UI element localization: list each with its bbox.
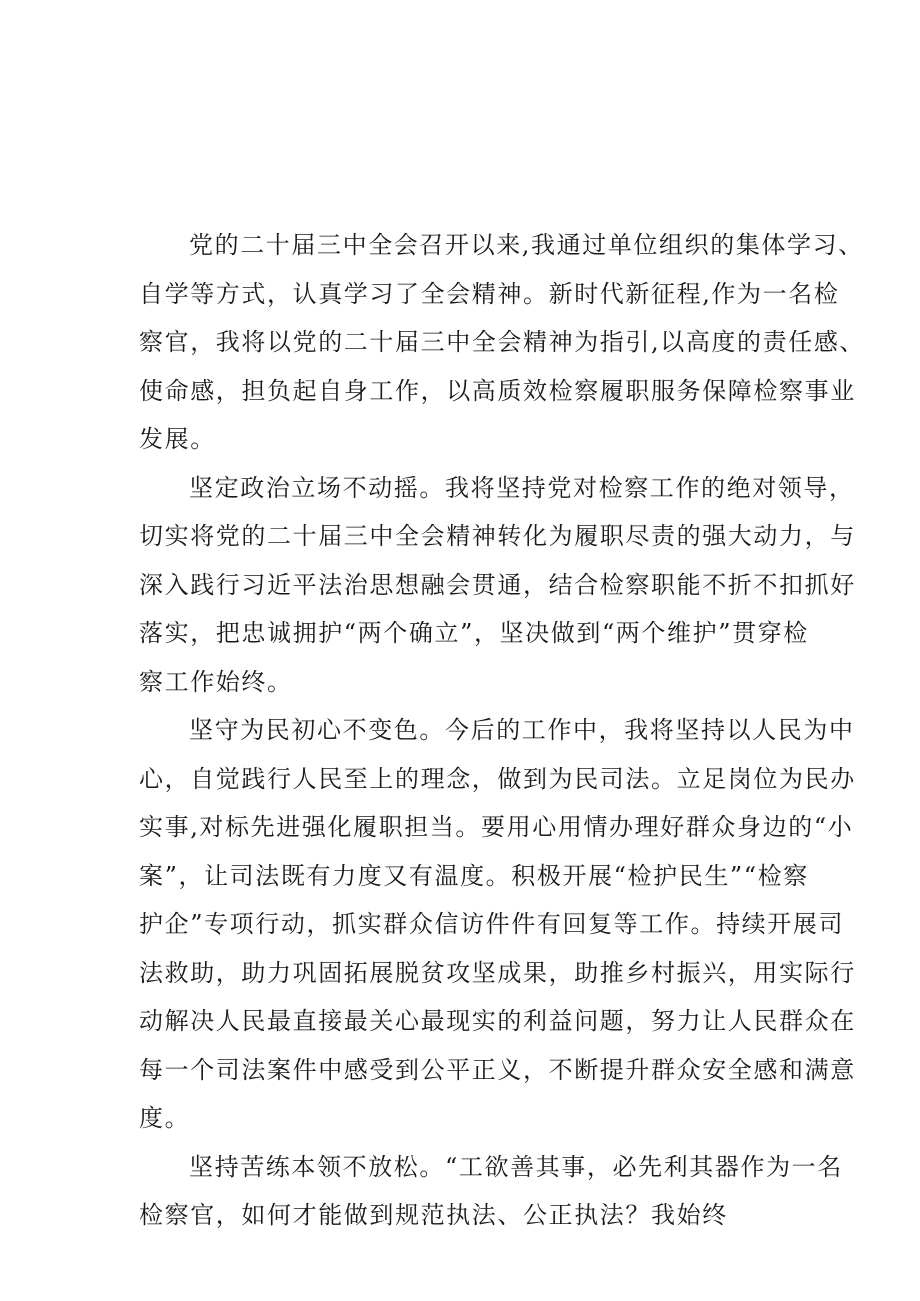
paragraph-3: [139, 706, 856, 1143]
paragraph-line: 护企”专项行动，抓实群众信访件件有回复等工作。持续开展司: [139, 910, 845, 938]
paragraph-line: 案”，让司法既有力度又有温度。积极开展“检护民生”“检察: [139, 861, 809, 890]
paragraph-line: 度。: [139, 1104, 191, 1132]
document-body: [139, 221, 866, 1240]
paragraph-4: [139, 1143, 843, 1240]
paragraph-line: 坚持苦练本领不放松。“工欲善其事，必先利其器作为一名: [189, 1152, 843, 1181]
paragraph-line: 深入践行习近平法治思想融会贯通，结合检察职能不折不扣抓好: [139, 570, 856, 599]
paragraph-line: 切实将党的二十届三中全会精神转化为履职尽责的强大动力，与: [139, 522, 856, 550]
paragraph-line: 坚守为民初心不变色。今后的工作中，我将坚持以人民为中: [189, 716, 855, 744]
paragraph-line: 心，自觉践行人民至上的理念，做到为民司法。立足岗位为民办: [139, 764, 856, 793]
paragraph-line: 检察官，如何才能做到规范执法、公正执法？我始终: [139, 1201, 728, 1229]
paragraph-line: 察工作始终。: [139, 667, 293, 696]
paragraph-line: 法救助，助力巩固拓展脱贫攻坚成果，助推乡村振兴，用实际行: [139, 958, 856, 987]
paragraph-line: 落实，把忠诚拥护“两个确立”，坚决做到“两个维护”贯穿检: [139, 619, 809, 647]
paragraph-line: 使命感，担负起自身工作，以高质效检察履职服务保障检察事业: [139, 376, 856, 405]
paragraph-line: 党的二十届三中全会召开以来,我通过单位组织的集体学习、: [189, 231, 864, 259]
paragraph-line: 自学等方式，认真学习了全会精神。新时代新征程,作为一名检: [139, 279, 840, 308]
paragraph-line: 实事,对标先进强化履职担当。要用心用情办理好群众身边的“小: [139, 813, 854, 841]
paragraph-line: 察官，我将以党的二十届三中全会精神为指引,以高度的责任感、: [139, 328, 866, 356]
paragraph-2: [139, 464, 856, 707]
paragraph-line: 每一个司法案件中感受到公平正义，不断提升群众安全感和满意: [139, 1055, 856, 1084]
paragraph-line: 动解决人民最直接最关心最现实的利益问题，努力让人民群众在: [139, 1007, 856, 1035]
paragraph-line: 坚定政治立场不动摇。我将坚持党对检察工作的绝对领导，: [189, 473, 855, 502]
paragraph-1: [139, 221, 866, 464]
paragraph-line: 发展。: [139, 425, 216, 453]
